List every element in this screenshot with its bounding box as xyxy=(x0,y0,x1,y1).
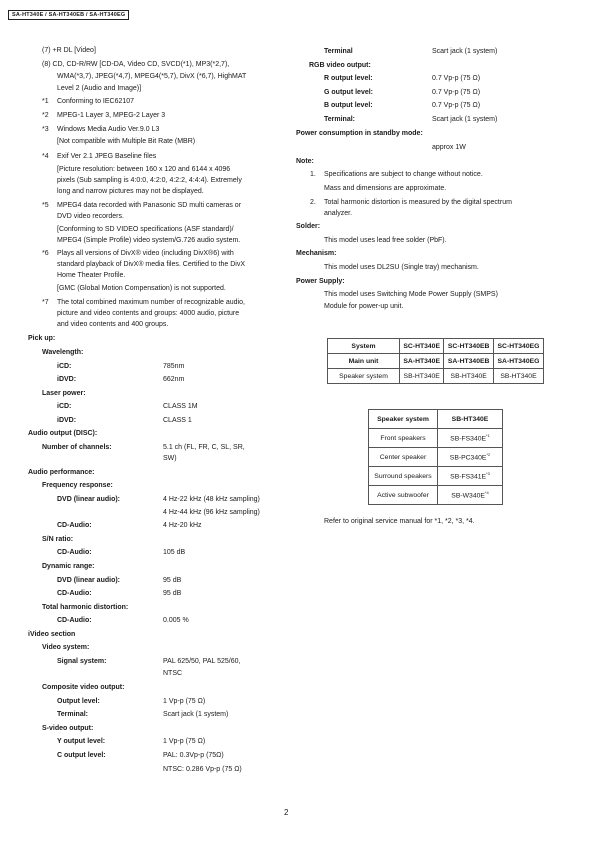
spec-heading: Power Supply: xyxy=(296,278,345,285)
spec-label: CD-Audio: xyxy=(57,522,92,529)
spec-heading: Pick up: xyxy=(28,335,56,342)
spec-subheading: RGB video output: xyxy=(309,62,371,69)
model-header: SA-HT340E / SA-HT340EB / SA-HT340EG xyxy=(8,10,129,20)
table-cell: SA-HT340E xyxy=(400,354,444,369)
spec-subheading: Dynamic range: xyxy=(42,563,95,570)
footnote-6-cont: [GMC (Global Motion Compensation) is not supported. xyxy=(57,285,226,292)
table-header-cell: SC-HT340EG xyxy=(493,339,543,354)
spec-value: This model uses DL2SU (Single tray) mechanism. xyxy=(324,264,479,271)
spec-value: This model uses lead free solder (PbF). xyxy=(324,237,447,244)
footnote-5: MPEG4 data recorded with Panasonic SD multi cameras or xyxy=(57,202,242,209)
spec-heading: Solder: xyxy=(296,223,321,230)
spec-label: B output level: xyxy=(324,102,373,109)
spec-value: 0.005 % xyxy=(163,617,189,624)
table-cell: SB-HT340E xyxy=(400,369,444,384)
spec-value: 1 Vp-p (75 Ω) xyxy=(163,698,206,705)
footnote-1: Conforming to IEC62107 xyxy=(57,98,135,105)
footnote-ref: *3 xyxy=(486,471,490,477)
spec-heading: iVideo section xyxy=(28,631,76,638)
note-text: Mass and dimensions are approximate. xyxy=(324,185,447,192)
spec-subheading: Composite video output: xyxy=(42,684,125,691)
spec-label: Y output level: xyxy=(57,738,106,745)
table-cell: Active subwoofer xyxy=(369,486,438,505)
table-cell: SA-HT340EB xyxy=(444,354,494,369)
table-cell: SB-HT340E xyxy=(493,369,543,384)
table-row xyxy=(369,448,503,467)
footnote-4-cont: [Picture resolution: between 160 x 120 and 6144 x 4096 xyxy=(57,166,231,173)
spec-subheading: Laser power: xyxy=(42,390,86,397)
footnote-ref: *1 xyxy=(486,433,490,439)
footnote-7-cont: and video contents and 400 groups. xyxy=(57,321,169,328)
table-cell: Speaker system xyxy=(328,369,400,384)
spec-label: iDVD: xyxy=(57,376,77,383)
table-cell xyxy=(438,486,503,505)
spec-subheading: S-video output: xyxy=(42,725,94,732)
footnote-4-cont: long and narrow pictures may not be displayed. xyxy=(57,188,204,195)
table-row xyxy=(369,486,503,505)
speaker-model: SB-PC340E xyxy=(449,454,487,462)
table-header-cell: SC-HT340EB xyxy=(444,339,494,354)
note-heading: Note: xyxy=(296,158,314,165)
spec-value: NTSC: 0.286 Vp-p (75 Ω) xyxy=(163,766,242,773)
spec-heading: Audio output (DISC): xyxy=(28,430,98,437)
spec-label: Signal system: xyxy=(57,658,107,665)
spec-label: CD-Audio: xyxy=(57,549,92,556)
spec-label: iCD: xyxy=(57,403,72,410)
spec-label: Terminal xyxy=(324,48,353,55)
system-table xyxy=(327,338,544,384)
spec-value: Scart jack (1 system) xyxy=(432,116,498,123)
footnote-7: The total combined maximum number of recognizable audio, xyxy=(57,299,245,306)
footnote-5-cont: [Conforming to SD VIDEO specifications (ASF standard)/ xyxy=(57,226,234,233)
table-header-cell: SC-HT340E xyxy=(400,339,444,354)
spec-value: NTSC xyxy=(163,670,183,677)
spec-subheading: Wavelength: xyxy=(42,349,84,356)
spec-value: 4 Hz-44 kHz (96 kHz sampling) xyxy=(163,509,260,516)
table-cell: SB-HT340E xyxy=(444,369,494,384)
spec-label: CD-Audio: xyxy=(57,617,92,624)
spec-subheading: Total harmonic distortion: xyxy=(42,604,129,611)
note-mark: 2. xyxy=(310,199,316,206)
footnote-mark: *3 xyxy=(42,126,49,133)
table-header-row xyxy=(369,410,503,429)
spec-value: 785nm xyxy=(163,363,185,370)
table-cell xyxy=(438,467,503,486)
spec-value: 4 Hz-20 kHz xyxy=(163,522,202,529)
spec-value: CLASS 1 xyxy=(163,417,192,424)
note-text: Specifications are subject to change without notice. xyxy=(324,171,483,178)
spec-label: R output level: xyxy=(324,75,373,82)
spec-value: PAL: 0.3Vp-p (75Ω) xyxy=(163,752,224,759)
table-cell: Main unit xyxy=(328,354,400,369)
footnote-4: Exif Ver 2.1 JPEG Baseline files xyxy=(57,153,157,160)
note-text: Total harmonic distortion is measured by the digital spectrum xyxy=(324,199,512,206)
spec-label: Output level: xyxy=(57,698,100,705)
spec-value: 0.7 Vp-p (75 Ω) xyxy=(432,75,481,82)
table-row xyxy=(369,429,503,448)
spec-value: Scart jack (1 system) xyxy=(432,48,498,55)
footnote-mark: *7 xyxy=(42,299,49,306)
table-row xyxy=(328,369,544,384)
table-cell xyxy=(438,448,503,467)
spec-value: 95 dB xyxy=(163,590,182,597)
footnote-2: MPEG-1 Layer 3, MPEG-2 Layer 3 xyxy=(57,112,166,119)
footnote-7-cont: picture and video contents and groups: 4000 audio, picture xyxy=(57,310,240,317)
spec-value: 662nm xyxy=(163,376,185,383)
spec-value: 0.7 Vp-p (75 Ω) xyxy=(432,102,481,109)
spec-value: 105 dB xyxy=(163,549,186,556)
footnote-3-cont: [Not compatible with Multiple Bit Rate (MBR) xyxy=(57,138,196,145)
footnote-ref: *4 xyxy=(484,490,489,496)
spec-label: DVD (linear audio): xyxy=(57,577,121,584)
table-cell: Front speakers xyxy=(369,429,438,448)
footnote-6-cont: standard playback of DivX® media files. Certified to the DivX xyxy=(57,261,246,268)
spec-label: Terminal: xyxy=(57,711,88,718)
table-cell: Center speaker xyxy=(369,448,438,467)
footnote-mark: *6 xyxy=(42,250,49,257)
table-header-cell: Speaker system xyxy=(369,410,438,429)
spec-value: CLASS 1M xyxy=(163,403,198,410)
note-8: (8) CD, CD-R/RW [CD-DA, Video CD, SVCD(*1), MP3(*2,7), xyxy=(42,61,230,68)
spec-label: iCD: xyxy=(57,363,72,370)
spec-value: PAL 625/50, PAL 525/60, xyxy=(163,658,241,665)
table-header-row xyxy=(328,339,544,354)
spec-label: Number of channels: xyxy=(42,444,112,451)
footnote-5-cont: DVD video recorders. xyxy=(57,213,124,220)
footnote-mark: *4 xyxy=(42,153,49,160)
table-row xyxy=(369,467,503,486)
spec-value: Module for power-up unit. xyxy=(324,303,404,310)
footnote-4-cont: pixels (Sub sampling is 4:0:0, 4:2:0, 4:2:2, 4:4:4). Extremely xyxy=(57,177,242,184)
footnote-mark: *5 xyxy=(42,202,49,209)
spec-value: 4 Hz-22 kHz (48 kHz sampling) xyxy=(163,496,260,503)
spec-value: SW) xyxy=(163,455,177,462)
table-header-cell: System xyxy=(328,339,400,354)
spec-label: Terminal: xyxy=(324,116,355,123)
speaker-model: SB-FS341E xyxy=(450,473,487,481)
spec-label: C output level: xyxy=(57,752,106,759)
spec-label: iDVD: xyxy=(57,417,77,424)
spec-subheading: S/N ratio: xyxy=(42,536,74,543)
spec-label: CD-Audio: xyxy=(57,590,92,597)
refer-note: Refer to original service manual for *1, *2, *3, *4. xyxy=(324,518,475,525)
page-number: 2 xyxy=(284,808,289,817)
footnote-mark: *2 xyxy=(42,112,49,119)
spec-subheading: Video system: xyxy=(42,644,90,651)
table-row xyxy=(328,354,544,369)
spec-value: This model uses Switching Mode Power Supply (SMPS) xyxy=(324,291,498,298)
footnote-ref: *2 xyxy=(486,452,491,458)
spec-value: 1 Vp-p (75 Ω) xyxy=(163,738,206,745)
spec-heading: Mechanism: xyxy=(296,250,337,257)
table-header-cell: SB-HT340E xyxy=(438,410,503,429)
spec-value: 95 dB xyxy=(163,577,182,584)
spec-value: 5.1 ch (FL, FR, C, SL, SR, xyxy=(163,444,245,451)
note-7: (7) +R DL [Video] xyxy=(42,47,96,54)
spec-label: DVD (linear audio): xyxy=(57,496,121,503)
spec-subheading: Frequency response: xyxy=(42,482,113,489)
footnote-5-cont: MPEG4 (Simple Profile) video system/G.726 audio system. xyxy=(57,237,241,244)
note-8-cont: Level 2 (Audio and Image)] xyxy=(57,85,142,92)
speaker-table xyxy=(368,409,503,505)
footnote-mark: *1 xyxy=(42,98,49,105)
spec-heading: Audio performance: xyxy=(28,469,95,476)
spec-value: Scart jack (1 system) xyxy=(163,711,229,718)
speaker-model: SB-FS340E xyxy=(450,435,487,443)
footnote-6: Plays all versions of DivX® video (including DivX®6) with xyxy=(57,250,234,257)
note-text: analyzer. xyxy=(324,210,353,217)
spec-value: 0.7 Vp-p (75 Ω) xyxy=(432,89,481,96)
note-mark: 1. xyxy=(310,171,316,178)
speaker-model: SB-W340E xyxy=(451,492,485,500)
table-cell xyxy=(438,429,503,448)
spec-value: approx 1W xyxy=(432,144,466,151)
spec-heading: Power consumption in standby mode: xyxy=(296,130,423,137)
table-cell: Surround speakers xyxy=(369,467,438,486)
footnote-6-cont: Home Theater Profile. xyxy=(57,272,126,279)
note-8-cont: WMA(*3,7), JPEG(*4,7), MPEG4(*5,7), DivX (*6,7), HighMAT xyxy=(57,73,247,80)
footnote-3: Windows Media Audio Ver.9.0 L3 xyxy=(57,126,160,133)
spec-label: G output level: xyxy=(324,89,373,96)
table-cell: SA-HT340EG xyxy=(493,354,543,369)
